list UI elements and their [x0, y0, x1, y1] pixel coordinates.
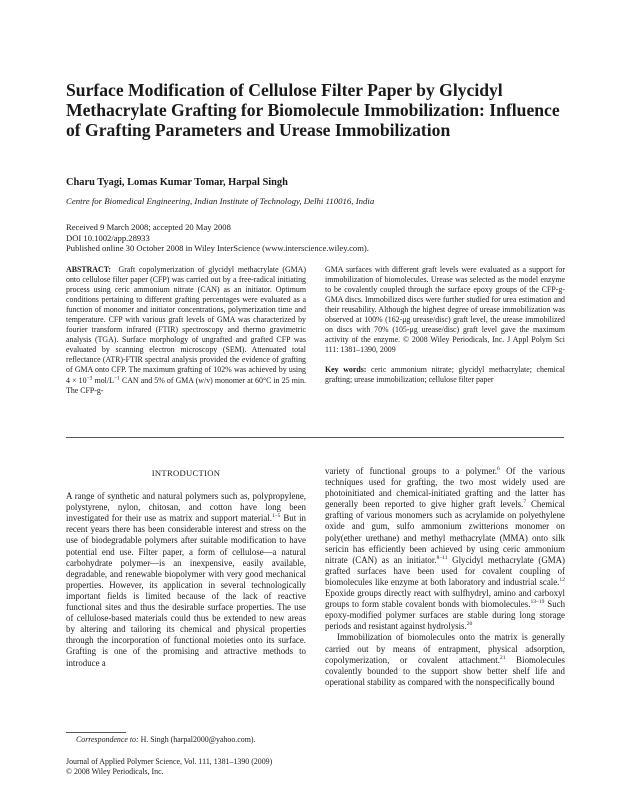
abstract-right-column — [325, 265, 565, 386]
correspondence-label: Correspondence to: — [76, 735, 139, 744]
section-heading-introduction: INTRODUCTION — [151, 468, 221, 478]
keywords: Key words: ceric ammonium nitrate; glycidyl methacrylate; chemical grafting; urease immobilization; cellulose filter paper — [325, 365, 565, 385]
copyright-line: © 2008 Wiley Periodicals, Inc. — [66, 766, 164, 776]
correspondence-footnote — [76, 735, 255, 744]
citation: 21 — [499, 654, 506, 661]
abstract-divider — [66, 437, 564, 438]
body-right-column — [325, 466, 565, 688]
citation: 6 — [497, 466, 500, 473]
citation: 12 — [559, 576, 565, 583]
published-online: Published online 30 October 2008 in Wiley InterScience (www.interscience.wiley.com). — [66, 243, 369, 254]
journal-citation — [66, 757, 272, 776]
intro-paragraph-3: Immobilization of biomolecules onto the matrix is generally carried out by means of entrapment, physical adsorption, copolymerization, or covalent attachment.$^{21}$ Biomolecules covalently bounded to the support show better shelf life and operational stability as compared with the nonspecifically bound — [325, 632, 565, 687]
citation: 8–11 — [436, 554, 448, 561]
article-title: Surface Modification of Cellulose Filter Paper by Glycidyl Methacrylate Grafting for Biomolecule Immobilization: Influence of Grafting Parameters and Urease Immobilization — [66, 80, 560, 140]
author-list: Charu Tyagi, Lomas Kumar Tomar, Harpal Singh — [66, 177, 288, 188]
doi: DOI 10.1002/app.28933 — [66, 232, 150, 243]
intro-paragraph-2: variety of functional groups to a polymer.$^6$ Of the various techniques used for grafting, the two most widely used are photoinitiated and chemical-initiated grafting and the latter has generally been reported to give higher graft levels.$^7$ Chemical grafting of various monomers such as acrylamide on polyethylene oxide and gum, sulfo ammonium zwitterions monomer on poly(ether urethane) and methyl methacrylate (MMA) onto silk sericin has efficiently been achieved by using ceric ammonium nitrate (CAN) as an initiator.$^{8-11}$ Glycidyl methacrylate (GMA) grafted surfaces have been used for covalent coupling of biomolecules like enzyme at both laboratory and industrial scale.$^{12}$ Epoxide groups directly react with sulfhydryl, amino and carboxyl groups to form stable covalent bonds with biomolecules.$^{13-19}$ Such epoxy-modified polymer surfaces are stable during long storage periods and resistant against hydrolysis.$^{20}$ — [325, 466, 566, 632]
citation: 20 — [466, 621, 473, 628]
affiliation: Centre for Biomedical Engineering, Indian Institute of Technology, Delhi 110016, India — [66, 196, 375, 206]
citation: 1–5 — [272, 513, 281, 520]
intro-paragraph-1: A range of synthetic and natural polymers such as, polypropylene, polystyrene, nylon, chitosan, and cotton have long been investigated for their use as matrix and support material.$^{1-5}$ But in recent years there has been considerable interest and stress on the use of biodegradable polymers after suitable modification to have potential end use. Filter paper, a form of cellulose—a natural carbohydrate polymer—is an inexpensive, easily available, degradable, and renewable biopolymer with very good mechanical properties. However, its application in several technologically important fields is limited because of the lack of reactive functional sites and thus the desirable surface properties. The use of cellulose-based materials could thus be extended to new areas by altering and tailoring its chemical and physical properties through the incorporation of functional moieties onto its surface. Grafting is one of the promising and attractive methods to introduce a — [66, 491, 306, 668]
publication-dates — [66, 222, 566, 254]
abstract-label: ABSTRACT: — [66, 265, 112, 274]
body-left-column — [66, 466, 306, 669]
abstract-left-column — [66, 265, 306, 396]
received-date: Received 9 March 2008; accepted 20 May 2008 — [66, 222, 231, 232]
citation: 13–19 — [530, 599, 545, 606]
footnote-divider — [66, 732, 126, 733]
abstract-text-part2: GMA surfaces with different graft levels were evaluated as a support for immobilization of biomolecules. Urease was selected as the model enzyme to be covalently coupled through the surface epoxy groups of the CFP-g-GMA discs. Immobilized discs were further studied for urea estimation and their reusability. Although the highest degree of urease immobilization was observed at 100% (162-μg urease/disc) graft level, the urease immobilized on discs with 70% (105-μg urease/disc) graft level gave the maximum activity of the enzyme. © 2008 Wiley Periodicals, Inc. J Appl Polym Sci 111: 1381–1390, 2009 — [325, 265, 565, 355]
keywords-label: Key words: — [325, 365, 367, 375]
correspondence-text: H. Singh (harpal2000@yahoo.com). — [138, 735, 256, 744]
journal-line: Journal of Applied Polymer Science, Vol. 111, 1381–1390 (2009) — [66, 757, 273, 766]
citation: 7 — [523, 499, 527, 506]
abstract-text-part1: ABSTRACT: Graft copolymerization of glycidyl methacrylate (GMA) onto cellulose filter paper (CFP) was carried out by a free-radical initiating process using ceric ammonium nitrate (CAN) as an initiator. Optimum conditions pertaining to different grafting percentages were evaluated as a function of monomer and initiator concentrations, polymerization time and temperature. CFP with various graft levels of GMA was characterized by fourier transform infrared (FTIR) spectroscopy and thermo gravimetric analysis (TGA). Surface morphology of ungrafted and grafted CFP was evaluated by scanning electron microscopy (SEM). Attenuated total reflectance (ATR)-FTIR spectral analysis provided the evidence of grafting of GMA onto CFP. The maximum grafting of 102% was achieved by using $4 \times 10^{-3}$ mol/$L^{-1}$ CAN and 5% of GMA (w/v) monomer at 60°C in 25 min. The CFP-g- — [66, 265, 306, 395]
